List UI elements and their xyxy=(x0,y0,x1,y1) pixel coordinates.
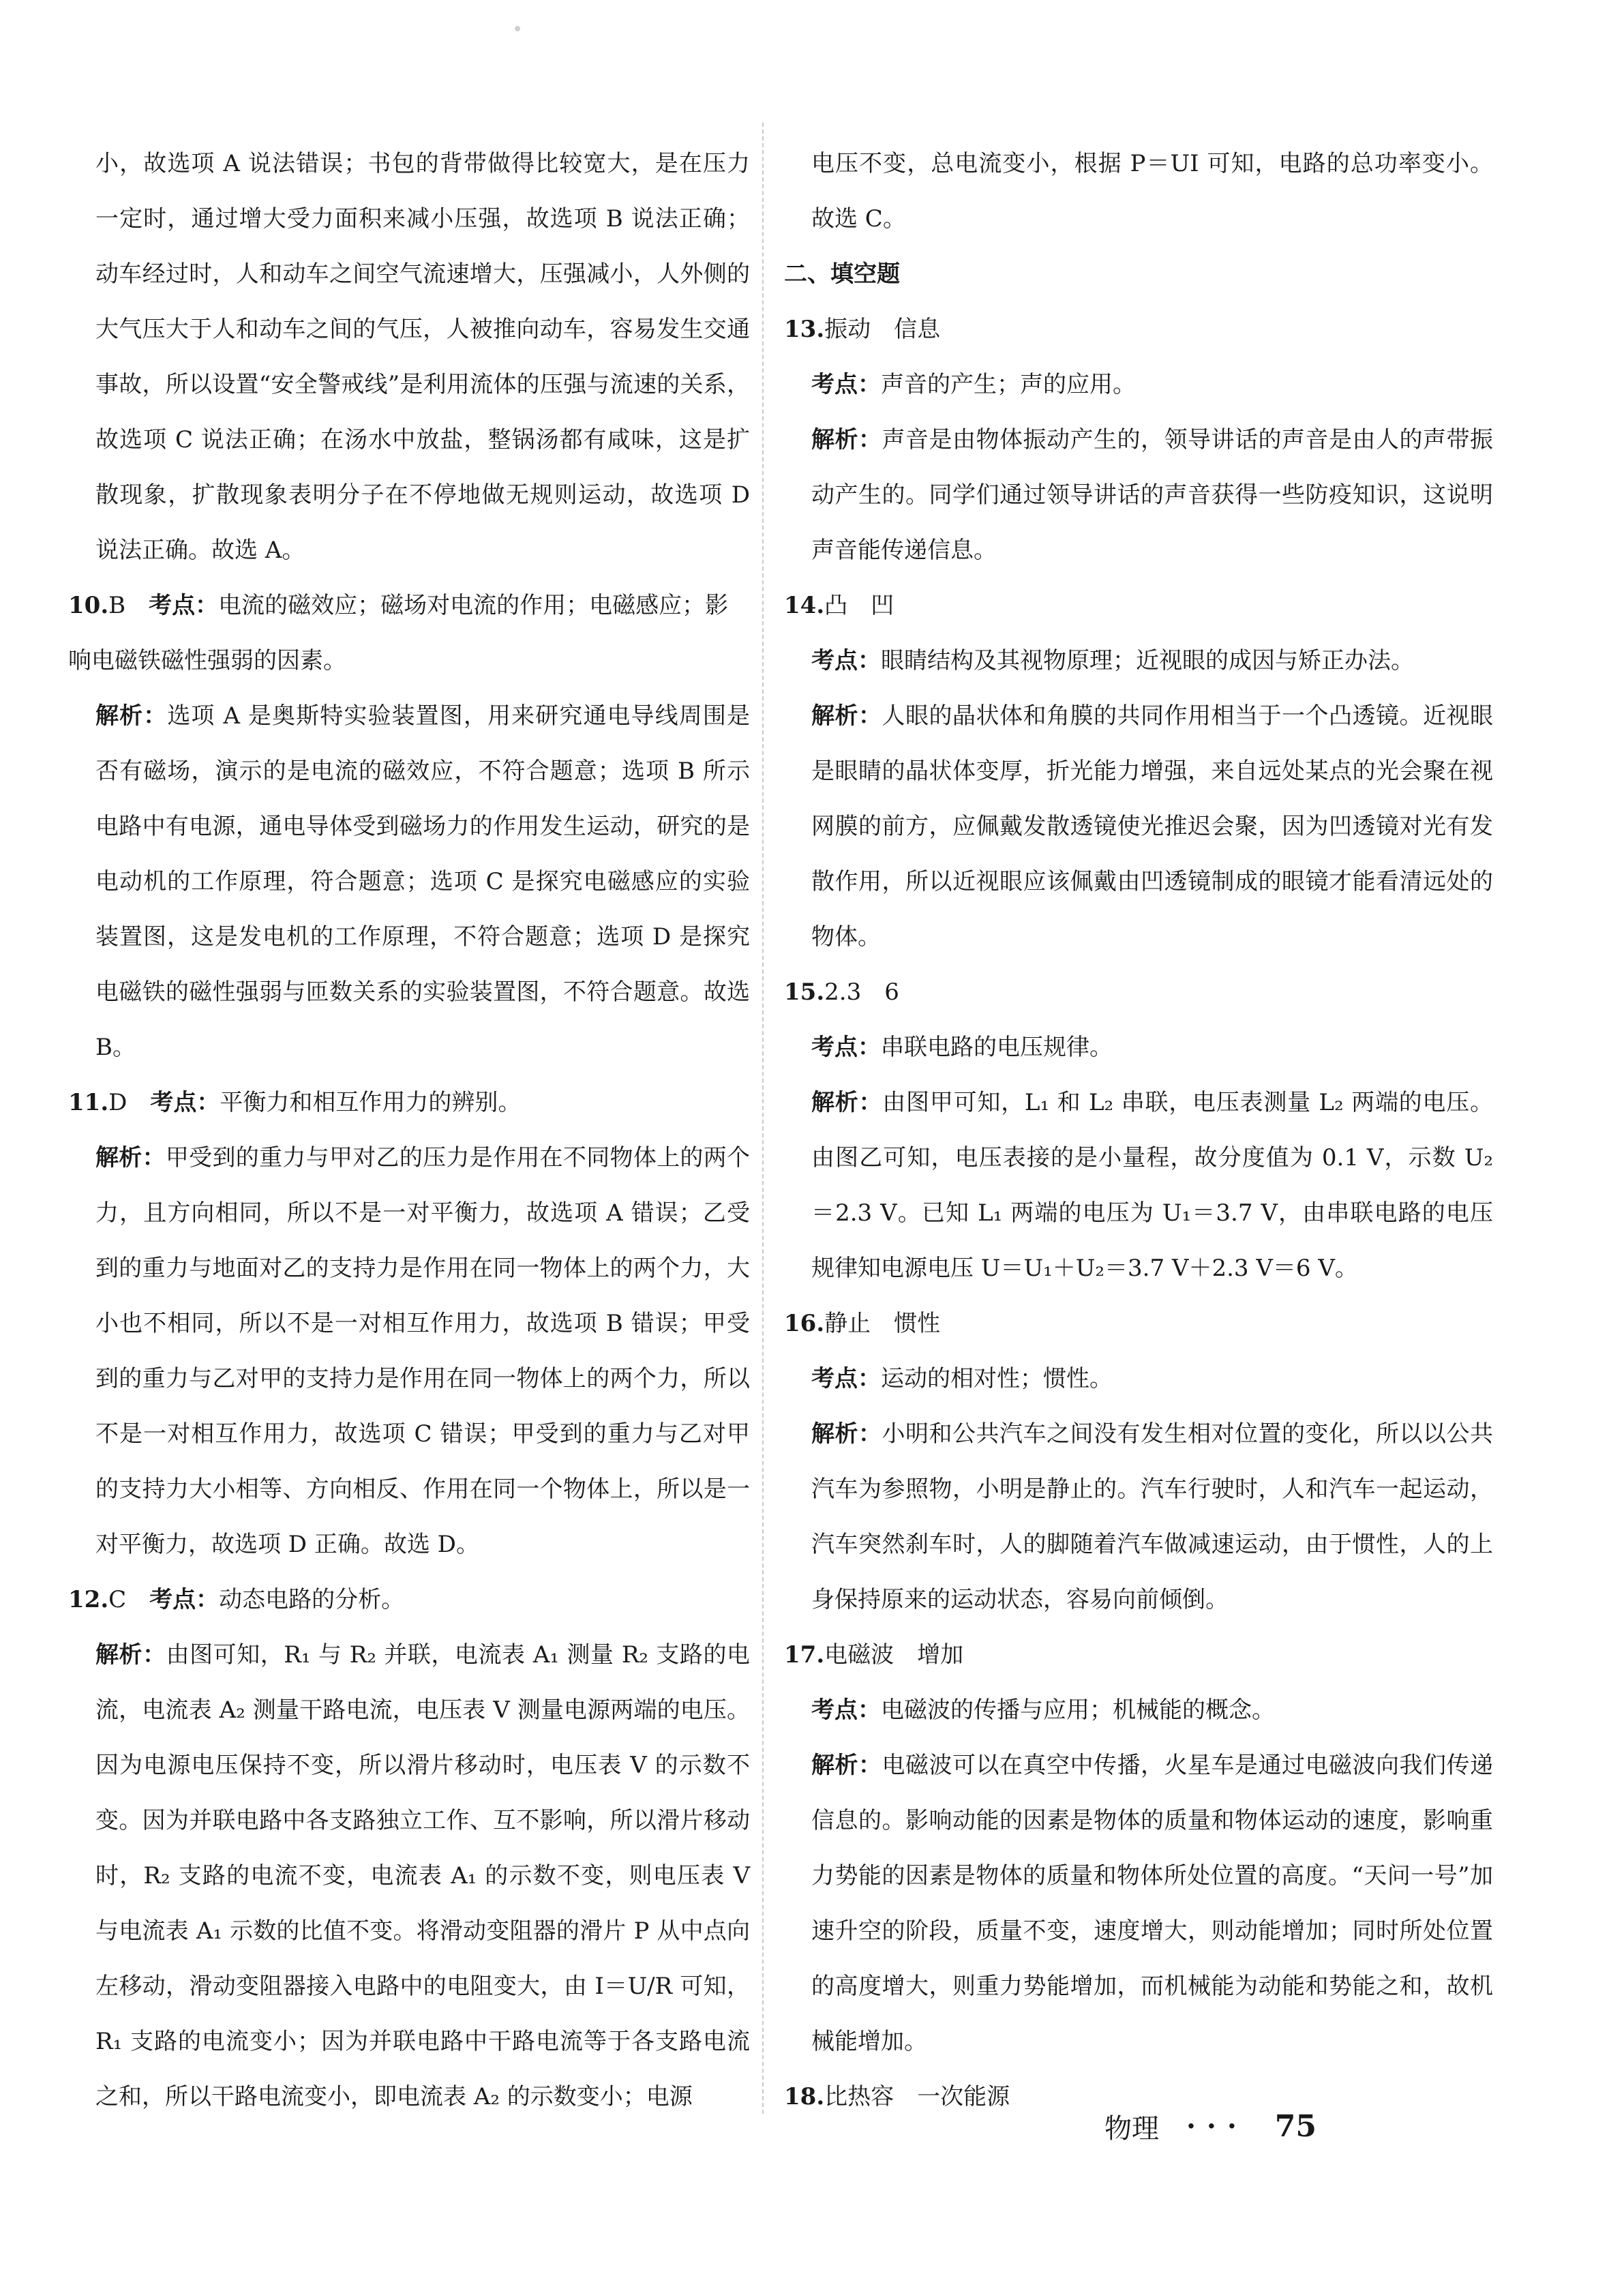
q12-continuation: 电压不变，总电流变小，根据 P＝UI 可知，电路的总功率变小。故选 C。 xyxy=(811,150,1493,233)
q16-jiexi-label: 解析： xyxy=(811,1420,882,1448)
q17-header xyxy=(784,1628,1493,1683)
q16-kaodian-label: 考点： xyxy=(811,1365,881,1392)
q18-number: 18. xyxy=(784,2083,825,2110)
q16-kaodian-line xyxy=(784,1351,1493,1407)
q12-header xyxy=(68,1572,750,1628)
q12-number: 12. xyxy=(68,1586,109,1613)
q15-answer: 2.3 6 xyxy=(824,978,899,1006)
q12-kaodian: 动态电路的分析。 xyxy=(219,1586,405,1613)
q11-jiexi: 甲受到的重力与甲对乙的压力是作用在不同物体上的两个力，且方向相同，所以不是一对平衡力，故选项 A 错误；乙受到的重力与地面对乙的支持力是作用在同一物体上的两个力，大小也不相同，所以不是一对相互作用力，故选项 B 错误；甲受到的重力与乙对甲的支持力是作用在同一物体上的两个力，所以不是一对相互作用力，故选项 C 错误；甲受到的重力与乙对甲的支持力大小相等、方向相反、作用在同一个物体上，所以是一对平衡力，故选项 D 正确。故选 D。 xyxy=(95,1144,750,1558)
q14-kaodian-label: 考点： xyxy=(811,647,881,674)
footer-dots: ··· xyxy=(1186,2110,1248,2142)
q13-header xyxy=(784,302,1493,357)
q17-kaodian: 电磁波的传播与应用；机械能的概念。 xyxy=(881,1696,1275,1724)
q10-analysis xyxy=(68,689,750,1075)
q12-kaodian-label: 考点： xyxy=(149,1586,220,1613)
q14-analysis xyxy=(784,689,1493,965)
q15-header xyxy=(784,965,1493,1020)
q15-number: 15. xyxy=(784,978,825,1006)
q16-header xyxy=(784,1296,1493,1351)
footer-subject: 物理 xyxy=(1104,2113,1159,2144)
q17-jiexi: 电磁波可以在真空中传播，火星车是通过电磁波向我们传递信息的。影响动能的因素是物体的质量和物体运动的速度，影响重力势能的因素是物体的质量和物体所处位置的高度。“天问一号”加速升空的阶段，质量不变，速度增大，则动能增加；同时所处位置的高度增大，则重力势能增加，而机械能为动能和势能之和，故机械能增加。 xyxy=(811,1752,1493,2055)
q9-continuation: 小，故选项 A 说法错误；书包的背带做得比较宽大，是在压力一定时，通过增大受力面积来减小压强，故选项 B 说法正确；动车经过时，人和动车之间空气流速增大，压强减小，人外侧的大气压大于人和动车之间的气压，人被推向动车，容易发生交通事故，所以设置“安全警戒线”是利用流体的压强与流速的关系，故选项 C 说法正确；在汤水中放盐，整锅汤都有咸味，这是扩散现象，扩散现象表明分子在不停地做无规则运动，故选项 D 说法正确。故选 A。 xyxy=(95,150,750,564)
q11-number: 11. xyxy=(68,1089,109,1116)
q10-number: 10. xyxy=(68,592,109,619)
q16-jiexi: 小明和公共汽车之间没有发生相对位置的变化，所以以公共汽车为参照物，小明是静止的。汽车行驶时，人和汽车一起运动，汽车突然刹车时，人的脚随着汽车做减速运动，由于惯性，人的上身保持原来的运动状态，容易向前倾倒。 xyxy=(811,1420,1493,1613)
q17-jiexi-label: 解析： xyxy=(811,1752,882,1779)
q15-kaodian-label: 考点： xyxy=(811,1034,881,1061)
q11-kaodian: 平衡力和相互作用力的辨别。 xyxy=(220,1089,522,1116)
section-heading-fill-in: 二、填空题 xyxy=(784,260,900,288)
q15-jiexi: 由图甲可知，L₁ 和 L₂ 串联，电压表测量 L₂ 两端的电压。由图乙可知，电压表接的是小量程，故分度值为 0.1 V，示数 U₂＝2.3 V。已知 L₁ 两端的电压为 U₁＝3.7 V，由串联电路的电压规律知电源电压 U＝U₁＋U₂＝3.7 V＋2.3 V＝6 V。 xyxy=(811,1089,1494,1282)
q17-number: 17. xyxy=(784,1641,825,1669)
q14-header xyxy=(784,578,1493,633)
q12-answer: C xyxy=(108,1586,127,1613)
q11-answer: D xyxy=(108,1089,127,1116)
q10-kaodian: 电流的磁效应；磁场对电流的作用；电磁感应；影响电磁铁磁性强弱的因素。 xyxy=(68,592,729,674)
q14-kaodian-line xyxy=(784,633,1493,689)
page-number: 75 xyxy=(1274,2109,1317,2144)
q10-answer: B xyxy=(108,592,126,619)
q13-kaodian-label: 考点： xyxy=(811,371,881,398)
q13-jiexi-label: 解析： xyxy=(811,426,882,453)
q10-jiexi: 选项 A 是奥斯特实验装置图，用来研究通电导线周围是否有磁场，演示的是电流的磁效应，不符合题意；选项 B 所示电路中有电源，通电导体受到磁场力的作用发生运动，研究的是电动机的工作原理，符合题意；选项 C 是探究电磁感应的实验装置图，这是发电机的工作原理，不符合题意；选项 D 是探究电磁铁的磁性强弱与匝数关系的实验装置图，不符合题意。故选 B。 xyxy=(95,702,751,1061)
page-footer xyxy=(1104,2107,1317,2146)
q17-analysis xyxy=(784,1738,1493,2069)
q12-jiexi: 由图可知，R₁ 与 R₂ 并联，电流表 A₁ 测量 R₂ 支路的电流，电流表 A₂ 测量干路电流，电压表 V 测量电源两端的电压。因为电源电压保持不变，所以滑片移动时，电压表 V 的示数不变。因为并联电路中各支路独立工作、互不影响，所以滑片移动时，R₂ 支路的电流不变，电流表 A₁ 的示数不变，则电压表 V 与电流表 A₁ 示数的比值不变。将滑动变阻器的滑片 P 从中点向左移动，滑动变阻器接入电路中的电阻变大，由 I＝U/R 可知，R₁ 支路的电流变小；因为并联电路中干路电流等于各支路电流之和，所以干路电流变小，即电流表 A₂ 的示数变小；电源 xyxy=(95,1641,750,2110)
q15-kaodian-line xyxy=(784,1020,1493,1075)
q18-answer: 比热容 一次能源 xyxy=(824,2083,1010,2110)
q16-analysis xyxy=(784,1407,1493,1628)
q17-answer: 电磁波 增加 xyxy=(824,1641,964,1669)
q11-analysis xyxy=(68,1131,750,1572)
q14-jiexi: 人眼的晶状体和角膜的共同作用相当于一个凸透镜。近视眼是眼睛的晶状体变厚，折光能力增强，来自远处某点的光会聚在视网膜的前方，应佩戴发散透镜使光推迟会聚，因为凹透镜对光有发散作用，所以近视眼应该佩戴由凹透镜制成的眼镜才能看清远处的物体。 xyxy=(811,702,1493,951)
q13-analysis xyxy=(784,413,1493,578)
right-column xyxy=(784,136,1493,2125)
q11-header xyxy=(68,1075,750,1131)
q15-jiexi-label: 解析： xyxy=(811,1089,883,1116)
q13-jiexi: 声音是由物体振动产生的，领导讲话的声音是由人的声带振动产生的。同学们通过领导讲话的声音获得一些防疫知识，这说明声音能传递信息。 xyxy=(811,426,1493,564)
q10-header xyxy=(68,578,750,689)
q13-kaodian: 声音的产生；声的应用。 xyxy=(881,371,1136,398)
scan-mark xyxy=(515,26,520,31)
column-divider xyxy=(762,123,764,2114)
q16-kaodian: 运动的相对性；惯性。 xyxy=(881,1365,1113,1392)
q15-analysis xyxy=(784,1075,1493,1296)
q12-analysis xyxy=(68,1628,750,2125)
q11-kaodian-label: 考点： xyxy=(150,1089,220,1116)
q10-kaodian-label: 考点： xyxy=(149,592,219,619)
q13-number: 13. xyxy=(784,316,825,343)
q16-answer: 静止 惯性 xyxy=(824,1310,941,1337)
q14-jiexi-label: 解析： xyxy=(811,702,882,730)
q14-number: 14. xyxy=(784,592,825,619)
left-column xyxy=(68,136,750,2125)
q17-kaodian-label: 考点： xyxy=(811,1696,881,1724)
q14-answer: 凸 凹 xyxy=(824,592,894,619)
q11-jiexi-label: 解析： xyxy=(95,1144,166,1171)
q12-jiexi-label: 解析： xyxy=(95,1641,166,1669)
q13-kaodian-line xyxy=(784,357,1493,413)
q10-jiexi-label: 解析： xyxy=(95,702,168,730)
q15-kaodian: 串联电路的电压规律。 xyxy=(881,1034,1113,1061)
q16-number: 16. xyxy=(784,1310,825,1337)
q17-kaodian-line xyxy=(784,1683,1493,1738)
q14-kaodian: 眼睛结构及其视物原理；近视眼的成因与矫正办法。 xyxy=(881,647,1414,674)
q13-answer: 振动 信息 xyxy=(824,316,941,343)
